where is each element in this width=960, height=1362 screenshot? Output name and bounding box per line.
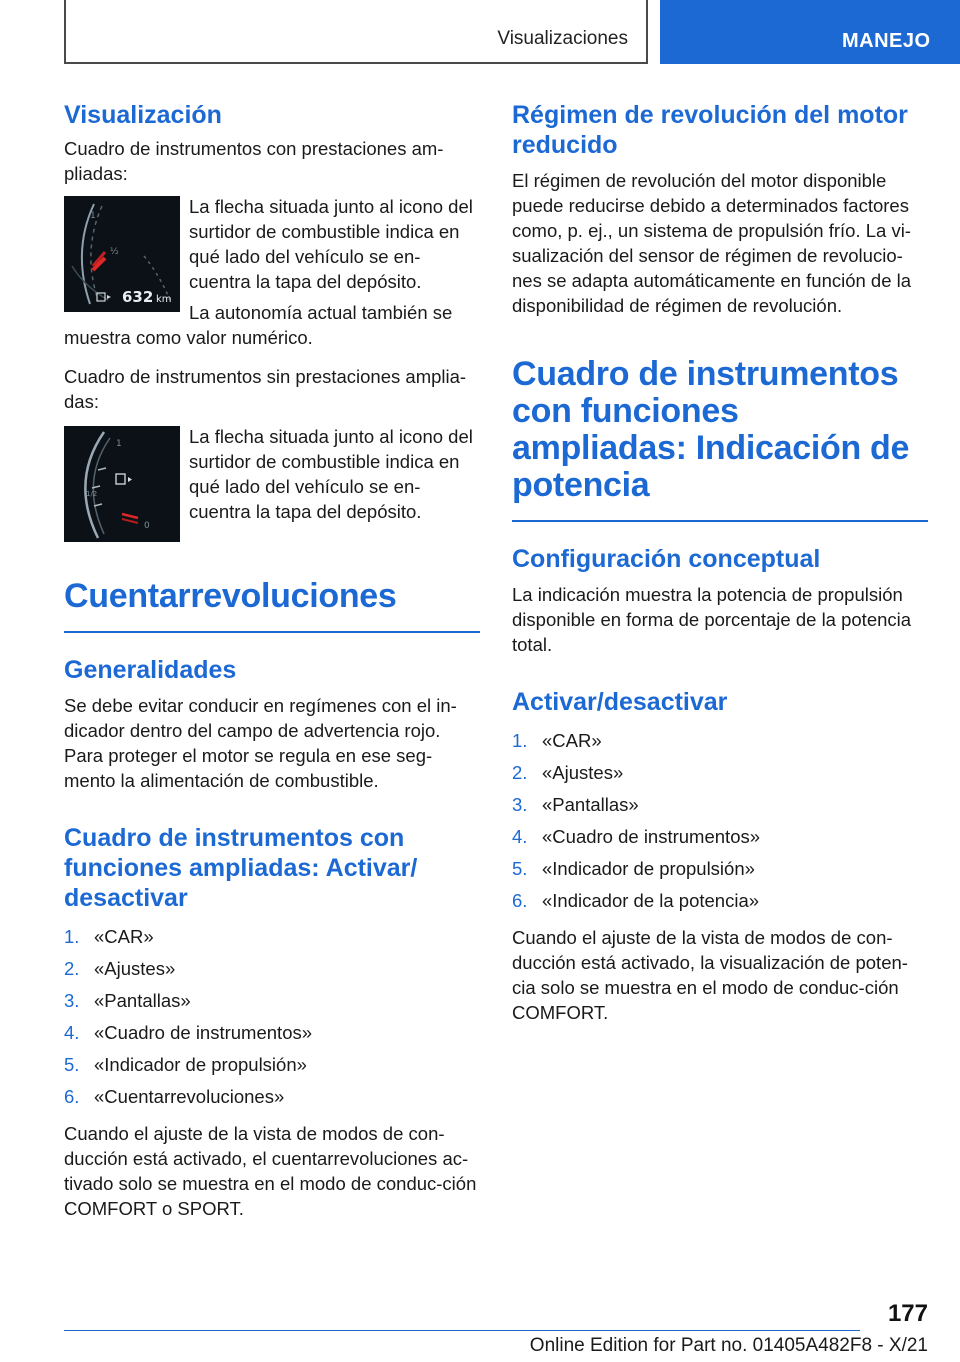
gauge-mark-one: 1 (90, 211, 96, 221)
heading-configuracion: Configuración conceptual (512, 545, 821, 573)
list-item[interactable]: 3. «Pantallas» (64, 990, 191, 1011)
section-indicacion-potencia (512, 356, 928, 522)
footer-divider (64, 1330, 860, 1331)
right-column (512, 100, 928, 1025)
header-section-title: Visualizaciones (497, 28, 628, 49)
list-item[interactable]: 2. «Ajustes» (512, 762, 624, 783)
footer-edition[interactable]: Online Edition for Part no. 01405A482F8 - X/21 (529, 1335, 928, 1356)
heading-cuentarrevoluciones: Cuentarrevoluciones (64, 577, 397, 615)
left-column (64, 100, 480, 1221)
note-cuentarrevoluciones: Cuando el ajuste de la vista de modos de con-ducción está activado, el cuentarrevoluciones ac-tivado solo se muestra en el modo de conduc-ción COMFORT o SPORT. (64, 1123, 477, 1219)
cluster-image-ampliadas (64, 196, 180, 312)
gauge-mark-half: ½ (110, 247, 119, 257)
section-cuentarrevoluciones (64, 578, 480, 633)
list-item[interactable]: 5. «Indicador de propulsión» (64, 1054, 307, 1075)
heading-generalidades: Generalidades (64, 656, 237, 684)
regimen-text: El régimen de revolución del motor disponible puede reducirse debido a determinados factores como, p. ej., un sistema de propulsión frío. La vi-sualización del sensor de régimen de revolucio-nes se adapta automáticamente en función de la disponibilidad de régimen de revolución. (512, 170, 912, 316)
list-item[interactable]: 3. «Pantallas» (512, 794, 639, 815)
cluster-image-sin (64, 426, 180, 542)
intro-sin-ampliadas: Cuadro de instrumentos sin prestaciones amplia-das: (64, 366, 467, 412)
header-chapter-tab[interactable]: MANEJO (660, 0, 960, 64)
list-item[interactable]: 1. «CAR» (64, 926, 154, 947)
gauge-mark-one: 1 (116, 439, 122, 449)
steps-list-potencia (512, 725, 928, 917)
fig2-text-fuel-arrow: La flecha situada junto al icono del surtidor de combustible indica en qué lado del vehículo se en-cuentra la tapa del depósito. (189, 426, 473, 522)
list-item[interactable]: 4. «Cuadro de instrumentos» (512, 826, 761, 847)
gauge-mark-half: 1/2 (86, 490, 98, 498)
steps-list-cuentarrevoluciones (64, 921, 480, 1113)
fig1-text-range: La autonomía actual también se muestra como valor numérico. (64, 302, 453, 348)
generalidades-text: Se debe evitar conducir en regímenes con el in-dicador dentro del campo de advertencia rojo. Para proteger el motor se regula en ese seg-mento la alimentación de combustible. (64, 695, 457, 791)
list-item[interactable]: 6. «Cuentarrevoluciones» (64, 1086, 285, 1107)
list-item[interactable]: 4. «Cuadro de instrumentos» (64, 1022, 313, 1043)
heading-activar-desactivar: Activar/desactivar (512, 688, 728, 716)
note-potencia: Cuando el ajuste de la vista de modos de con-ducción está activado, la visualización de poten-cia solo se muestra en el modo de conduc-ción COMFORT. (512, 927, 908, 1023)
list-item[interactable]: 2. «Ajustes» (64, 958, 176, 979)
list-item[interactable]: 5. «Indicador de propulsión» (512, 858, 755, 879)
range-unit: km (156, 294, 172, 305)
header-section-box (64, 0, 648, 64)
heading-regimen-reducido: Régimen de revolución del motor reducido (512, 101, 908, 159)
page-number: 177 (887, 1300, 928, 1327)
list-item[interactable]: 6. «Indicador de la potencia» (512, 890, 760, 911)
heading-indicacion-potencia: Cuadro de instrumentos con funciones ampliadas: Indicación de potencia (512, 355, 910, 504)
heading-cuadro-ampliadas-activar: Cuadro de instrumentos con funciones ampliadas: Activar/ desactivar (64, 824, 418, 912)
intro-ampliadas: Cuadro de instrumentos con prestaciones am-pliadas: (64, 138, 444, 184)
gauge-mark-zero: 0 (144, 521, 150, 531)
heading-visualizacion: Visualización (64, 101, 222, 129)
configuracion-text: La indicación muestra la potencia de propulsión disponible en forma de porcentaje de la potencia total. (512, 584, 912, 655)
fig1-text-fuel-arrow: La flecha situada junto al icono del surtidor de combustible indica en qué lado del vehículo se en-cuentra la tapa del depósito. (189, 196, 473, 292)
figure-block-ampliadas (64, 194, 480, 356)
figure-block-sin (64, 424, 480, 542)
range-value: 632 (122, 288, 154, 306)
list-item[interactable]: 1. «CAR» (512, 730, 602, 751)
